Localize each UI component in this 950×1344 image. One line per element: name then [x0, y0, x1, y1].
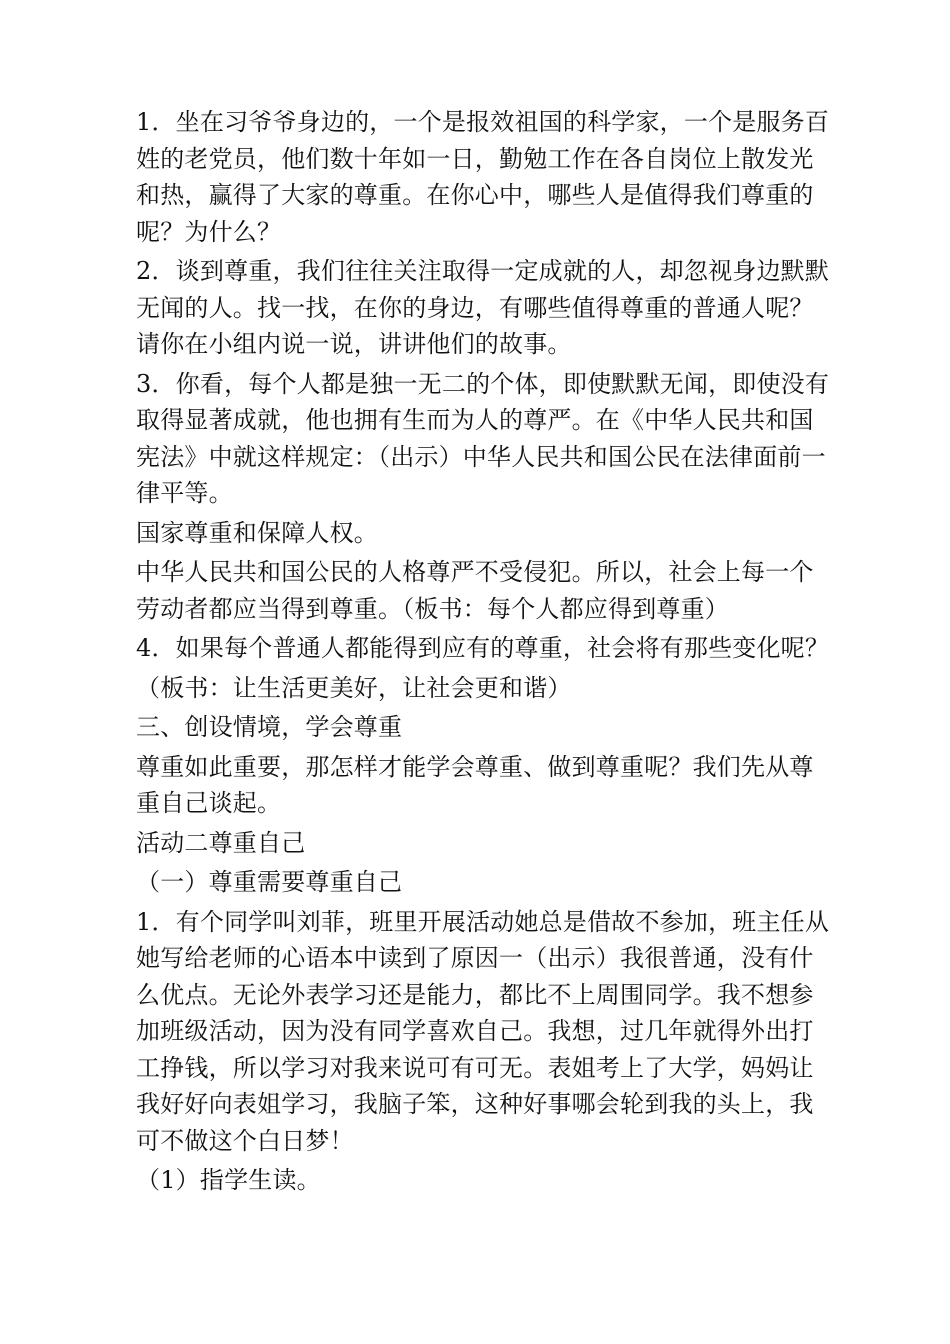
- document-page: [136, 104, 836, 1202]
- paragraph-dignity: 中华人民共和国公民的人格尊严不受侵犯。所以，社会上每一个劳动者都应当得到尊重。（板书：每个人都应得到尊重）: [136, 558, 814, 623]
- paragraph-learn-respect: 尊重如此重要，那怎样才能学会尊重、做到尊重呢？我们先从尊重自己谈起。: [136, 752, 814, 817]
- paragraph-human-rights: 国家尊重和保障人权。: [136, 518, 378, 547]
- subsection-heading: （一）尊重需要尊重自己: [136, 868, 403, 896]
- section-heading-scenario: 三、创设情境，学会尊重: [136, 713, 403, 741]
- paragraph-respect-examples: 1．坐在习爷爷身边的，一个是报效祖国的科学家，一个是服务百姓的老党员，他们数十年如一日，勤勉工作在各自岗位上散发光和热，赢得了大家的尊重。在你心中，哪些人是值得我们尊重的呢？为什么？: [136, 108, 830, 246]
- paragraph-society-change: 4．如果每个普通人都能得到应有的尊重，社会将有那些变化呢？: [136, 634, 830, 662]
- paragraph-constitution: 3．你看，每个人都是独一无二的个体，即使默默无闻，即使没有取得显著成就，他也拥有生而为人的尊严。在《中华人民共和国宪法》中就这样规定：（出示）中华人民共和国公民在法律面前一律平等。: [136, 369, 830, 507]
- paragraph-board-note: （板书：让生活更美好，让社会更和谐）: [136, 673, 572, 702]
- paragraph-ordinary-people: 2．谈到尊重，我们往往关注取得一定成就的人，却忽视身边默默无闻的人。找一找，在你的身边，有哪些值得尊重的普通人呢？请你在小组内说一说，讲讲他们的故事。: [136, 257, 830, 358]
- paragraph-instruction: （1）指学生读。: [136, 1166, 321, 1194]
- paragraph-liu-fei-story: 1．有个同学叫刘菲，班里开展活动她总是借故不参加，班主任从她写给老师的心语本中读到了原因一（出示）我很普通，没有什么优点。无论外表学习还是能力，都比不上周围同学。我不想参加班级活动，因为没有同学喜欢自己。我想，过几年就得外出打工挣钱，所以学习对我来说可有可无。表姐考上了大学，妈妈让我好好向表姐学习，我脑子笨，这种好事哪会轮到我的头上，我可不做这个白日梦！: [136, 907, 830, 1155]
- activity-heading: 活动二尊重自己: [136, 828, 306, 857]
